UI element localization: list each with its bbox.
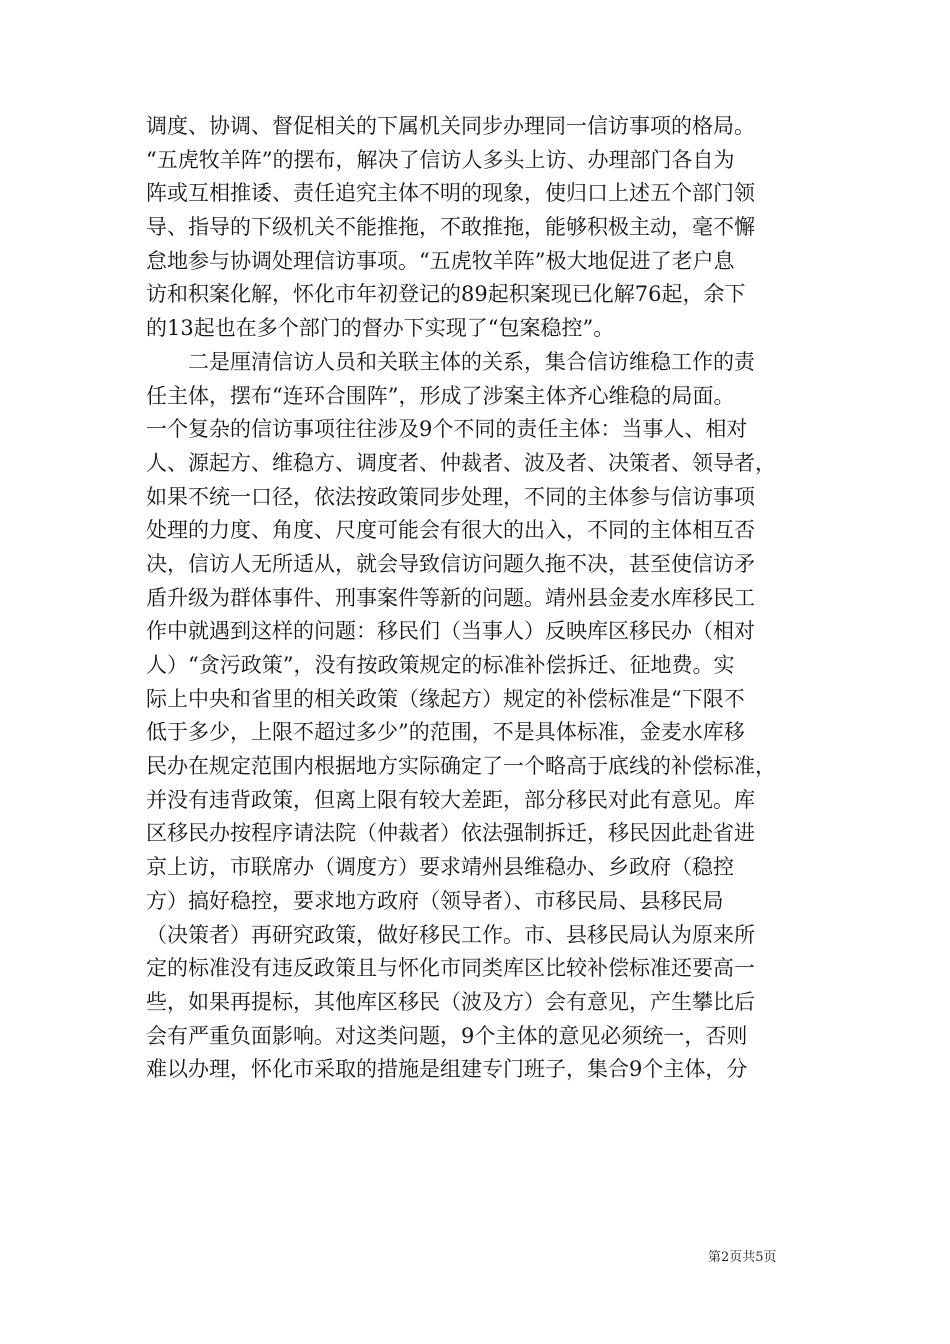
text-line-21: 并没有违背政策，但离上限有较大差距，部分移民对此有意见。库 — [146, 787, 755, 812]
text-line-7: 的13起也在多个部门的督办下实现了“包案稳控”。 — [146, 316, 615, 341]
text-line-5: 怠地参与协调处理信访事项。“五虎牧羊阵”极大地促进了老户息 — [146, 248, 735, 273]
text-line-15: 盾升级为群体事件、刑事案件等新的问题。靖州县金麦水库移民工 — [146, 585, 755, 610]
text-line-24: 方）搞好稳控，要求地方政府（领导者）、市移民局、县移民局 — [146, 888, 724, 913]
text-line-17: 人）“贪污政策”，没有按政策规定的标准补偿拆迁、征地费。实 — [146, 653, 735, 677]
text-line-27: 些，如果再提标，其他库区移民（波及方）会有意见，产生攀比后 — [146, 989, 755, 1014]
text-line-10: 一个复杂的信访事项往往涉及9个不同的责任主体：当事人、相对 — [146, 417, 748, 442]
text-line-4: 导、指导的下级机关不能推拖，不敢推拖，能够积极主动，毫不懈 — [146, 215, 755, 240]
text-line-13: 处理的力度、角度、尺度可能会有很大的出入，不同的主体相互否 — [146, 518, 755, 543]
text-line-22: 区移民办按程序请法院（仲裁者）依法强制拆迁，移民因此赴省进 — [146, 821, 755, 846]
body-text — [146, 110, 818, 1087]
text-line-23: 京上访，市联席办（调度方）要求靖州县维稳办、乡政府（稳控 — [146, 855, 734, 880]
text-line-6: 访和积案化解，怀化市年初登记的89起积案现已化解76起，余下 — [146, 282, 746, 307]
text-line-20: 民办在规定范围内根据地方实际确定了一个略高于底线的补偿标准， — [146, 754, 776, 779]
text-line-16: 作中就遇到这样的问题：移民们（当事人）反映库区移民办（相对 — [146, 619, 755, 644]
text-line-29: 难以办理，怀化市采取的措施是组建专门班子，集合9个主体，分 — [146, 1057, 748, 1082]
text-line-18: 际上中央和省里的相关政策（缘起方）规定的补偿标准是“下限不 — [146, 686, 745, 711]
text-line-9: 任主体，摆布“连环合围阵”，形成了涉案主体齐心维稳的局面。 — [146, 383, 735, 408]
page-number: 第2页共5页 — [708, 1250, 777, 1265]
text-line-3: 阵或互相推诿、责任追究主体不明的现象，使归口上述五个部门领 — [146, 181, 755, 206]
text-line-26: 定的标准没有违反政策且与怀化市同类库区比较补偿标准还要高一 — [146, 956, 755, 981]
text-line-14: 决，信访人无所适从，就会导致信访问题久拖不决，甚至使信访矛 — [146, 551, 755, 576]
text-line-19: 低于多少，上限不超过多少”的范围，不是具体标准，金麦水库移 — [146, 720, 745, 745]
text-line-8: 二是厘清信访人员和关联主体的关系，集合信访维稳工作的责 — [146, 349, 755, 374]
text-line-25: （决策者）再研究政策，做好移民工作。市、县移民局认为原来所 — [146, 922, 755, 947]
text-line-28: 会有严重负面影响。对这类问题，9个主体的意见必须统一，否则 — [146, 1023, 748, 1048]
text-line-2: “五虎牧羊阵”的摆布，解决了信访人多头上访、办理部门各自为 — [146, 147, 735, 172]
text-line-1: 调度、协调、督促相关的下属机关同步办理同一信访事项的格局。 — [146, 114, 755, 138]
text-line-12: 如果不统一口径，依法按政策同步处理，不同的主体参与信访事项 — [146, 484, 755, 509]
text-line-11: 人、源起方、维稳方、调度者、仲裁者、波及者、决策者、领导者， — [146, 450, 776, 475]
